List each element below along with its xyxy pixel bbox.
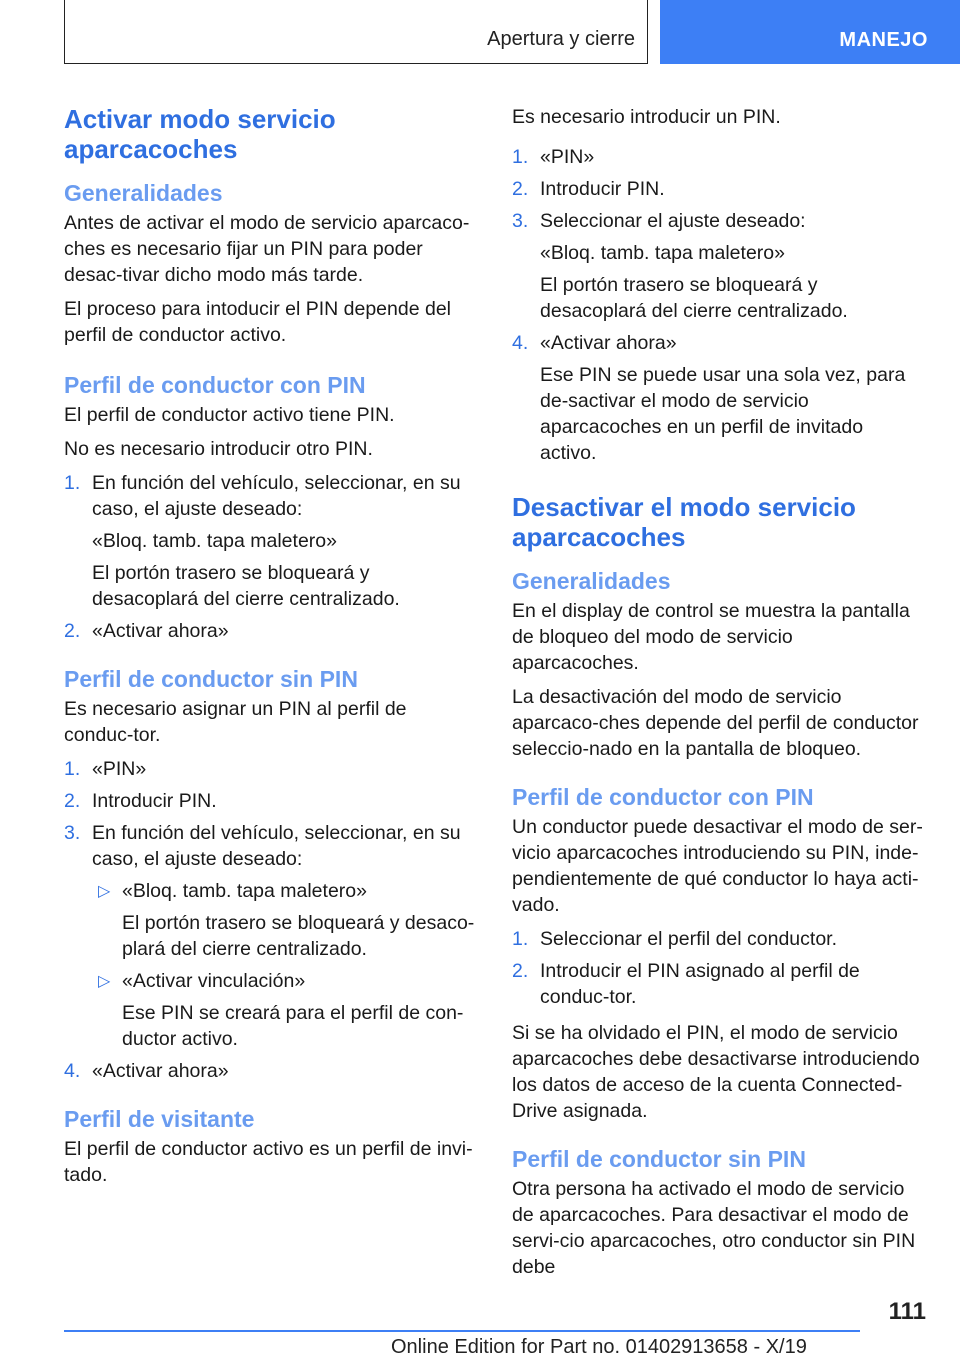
step-number: 1. (512, 146, 529, 168)
paragraph: Un conductor puede desactivar el modo de ser‐vicio aparcacoches introduciendo su PIN, inde‐pendientemente de qué conductor lo haya acti‐vado. (512, 816, 923, 916)
footer-divider (64, 1330, 860, 1332)
list-item (64, 1058, 476, 1084)
paragraph: El proceso para intoducir el PIN depende del perfil de conductor activo. (64, 298, 451, 346)
step-text: Introducir PIN. (92, 790, 217, 812)
page-number: 111 (888, 1298, 926, 1325)
step-number: 3. (64, 822, 81, 844)
step-text: «Activar ahora» (540, 332, 677, 354)
bullet-title: «Bloq. tamb. tapa maletero» (122, 880, 367, 902)
heading-desactivar: Desactivar el modo servicio aparcacoches (512, 492, 856, 552)
step-note: El portón trasero se bloqueará y desacoplará del cierre centralizado. (92, 562, 400, 610)
step-option: «Bloq. tamb. tapa maletero» (540, 242, 785, 264)
heading-generalidades: Generalidades (512, 568, 671, 594)
paragraph: La desactivación del modo de servicio aparcaco‐ches depende del perfil de conductor seleccio‐nado en la pantalla de bloqueo. (512, 686, 919, 760)
step-text: Seleccionar el perfil del conductor. (540, 928, 838, 950)
step-number: 2. (64, 620, 81, 642)
left-column (64, 104, 476, 1196)
bullet-item (92, 878, 476, 962)
step-note: Ese PIN se puede usar una sola vez, para de‐sactivar el modo de servicio aparcacoches en un perfil de invitado activo. (540, 364, 906, 464)
step-number: 4. (512, 332, 529, 354)
steps-list (512, 144, 924, 466)
list-item (64, 788, 476, 814)
step-note: El portón trasero se bloqueará y desacoplará del cierre centralizado. (540, 274, 848, 322)
steps-list (64, 756, 476, 1084)
heading-generalidades: Generalidades (64, 180, 223, 206)
step-text: «Activar ahora» (92, 620, 229, 642)
paragraph: Es necesario introducir un PIN. (512, 106, 781, 128)
list-item (512, 926, 924, 952)
bullet-text: Ese PIN se creará para el perfil de con‐ductor activo. (122, 1002, 464, 1050)
section-title: Apertura y cierre (487, 28, 635, 50)
step-number: 4. (64, 1060, 81, 1082)
header-chapter-tab (660, 0, 960, 64)
step-number: 1. (64, 472, 81, 494)
list-item (512, 144, 924, 170)
right-column (512, 104, 924, 1288)
step-number: 2. (64, 790, 81, 812)
paragraph: Otra persona ha activado el modo de servicio de aparcacoches. Para desactivar el modo de servi‐cio aparcacoches, otro conductor sin PIN debe (512, 1178, 916, 1278)
bullet-title: «Activar vinculación» (122, 970, 306, 992)
paragraph: En el display de control se muestra la pantalla de bloqueo del modo de servicio aparcacoches. (512, 600, 910, 674)
heading-activar: Activar modo servicio aparcacoches (64, 104, 336, 164)
list-item (64, 470, 476, 612)
heading-con-pin: Perfil de conductor con PIN (512, 784, 814, 810)
list-item (512, 958, 924, 1010)
steps-list (64, 470, 476, 644)
paragraph: No es necesario introducir otro PIN. (64, 438, 373, 460)
step-text: Seleccionar el ajuste deseado: (540, 210, 806, 232)
header-section-box (64, 0, 648, 64)
step-number: 2. (512, 960, 529, 982)
bullet-item (92, 968, 476, 1052)
step-option: «Bloq. tamb. tapa maletero» (92, 530, 337, 552)
step-text: En función del vehículo, seleccionar, en su caso, el ajuste deseado: (92, 472, 461, 520)
edition-text: Online Edition for Part no. 01402913658 - X/19 (391, 1336, 807, 1358)
step-text: Introducir el PIN asignado al perfil de conduc‐tor. (540, 960, 860, 1008)
list-item (64, 820, 476, 1052)
heading-con-pin: Perfil de conductor con PIN (64, 372, 366, 398)
paragraph: El perfil de conductor activo es un perfil de invi‐tado. (64, 1138, 473, 1186)
bullet-text: El portón trasero se bloqueará y desaco‐plará del cierre centralizado. (122, 912, 475, 960)
chapter-title: MANEJO (839, 29, 928, 51)
list-item (64, 618, 476, 644)
triangle-bullet-icon: ▷ (98, 973, 111, 990)
paragraph: El perfil de conductor activo tiene PIN. (64, 404, 395, 426)
step-number: 3. (512, 210, 529, 232)
step-text: Introducir PIN. (540, 178, 665, 200)
list-item (512, 208, 924, 324)
paragraph: Es necesario asignar un PIN al perfil de conduc‐tor. (64, 698, 407, 746)
heading-visitante: Perfil de visitante (64, 1106, 255, 1132)
paragraph: Si se ha olvidado el PIN, el modo de servicio aparcacoches debe desactivarse introduciendo los datos de acceso de la cuenta Connected‐Drive asignada. (512, 1022, 920, 1122)
step-text: En función del vehículo, seleccionar, en su caso, el ajuste deseado: (92, 822, 461, 870)
step-number: 2. (512, 178, 529, 200)
paragraph: Antes de activar el modo de servicio aparcaco‐ches es necesario fijar un PIN para poder desac‐tivar dicho modo más tarde. (64, 212, 470, 286)
step-text: «PIN» (540, 146, 595, 168)
list-item (64, 756, 476, 782)
heading-sin-pin: Perfil de conductor sin PIN (64, 666, 358, 692)
step-text: «Activar ahora» (92, 1060, 229, 1082)
step-number: 1. (512, 928, 529, 950)
triangle-bullet-icon: ▷ (98, 883, 111, 900)
list-item (512, 176, 924, 202)
heading-sin-pin: Perfil de conductor sin PIN (512, 1146, 806, 1172)
step-text: «PIN» (92, 758, 147, 780)
step-number: 1. (64, 758, 81, 780)
steps-list (512, 926, 924, 1010)
list-item (512, 330, 924, 466)
